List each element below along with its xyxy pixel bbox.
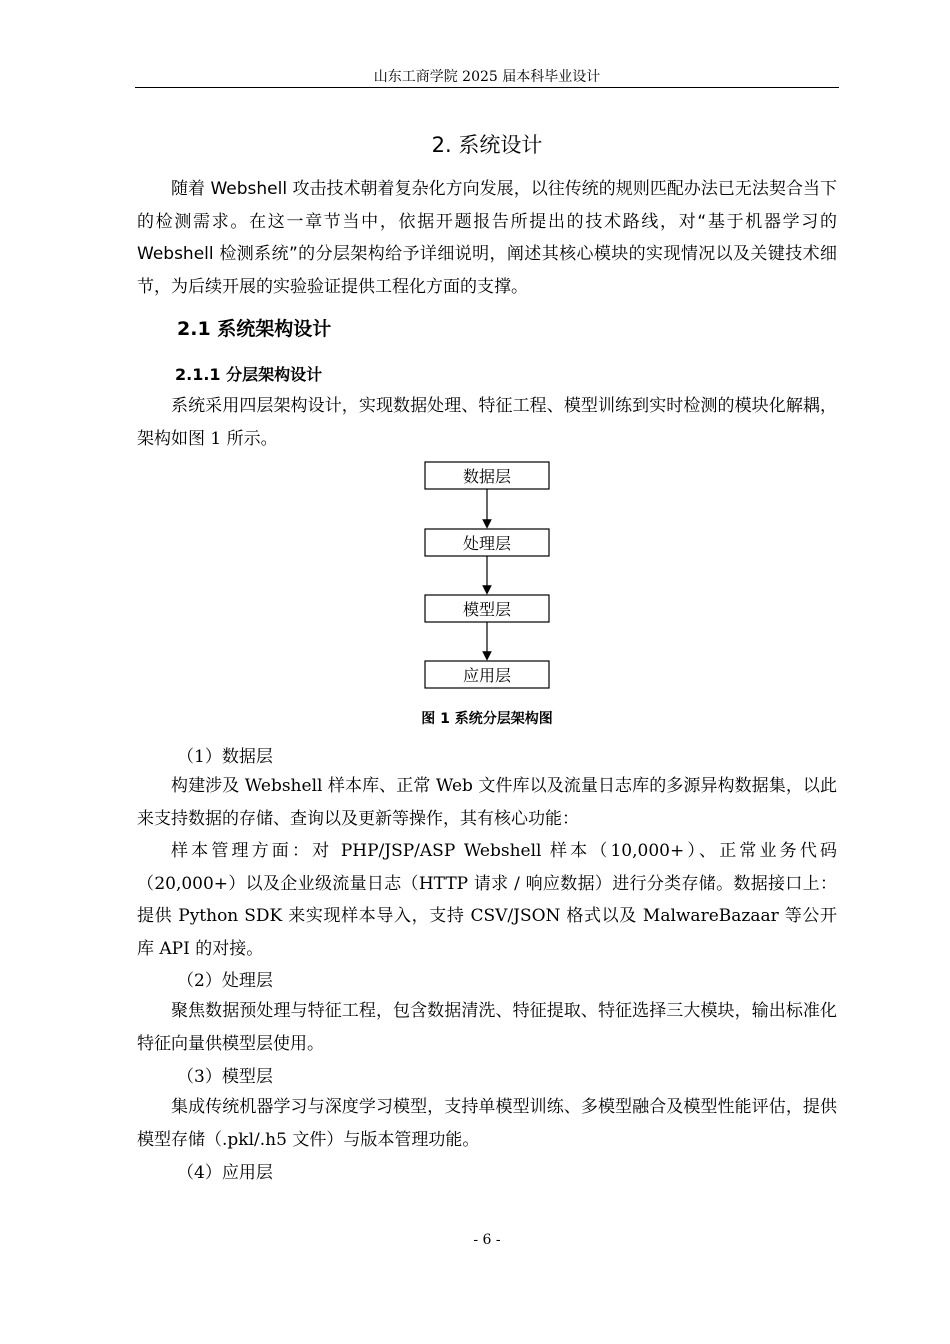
subsection-title: 2.1.1 分层架构设计 (175, 365, 323, 384)
figure-caption: 图 1 系统分层架构图 (421, 711, 553, 727)
layer-heading: （2）处理层 (177, 971, 273, 991)
layer-heading: （4）应用层 (177, 1163, 273, 1183)
page-number: - 6 - (473, 1232, 501, 1248)
diagram-box-processing-layer (425, 529, 549, 556)
chapter-title: 2. 系统设计 (431, 133, 543, 157)
diagram-box-label: 数据层 (462, 467, 512, 486)
section-title: 2.1 系统架构设计 (177, 318, 332, 340)
architecture-intro-paragraph: 系统采用四层架构设计，实现数据处理、特征工程、模型训练到实时检测的模块化解耦，架构如图 1 所示。 (137, 396, 837, 449)
running-header: 山东工商学院 2025 届本科毕业设计 (373, 69, 601, 85)
layer-paragraph: 样本管理方面：对 PHP/JSP/ASP Webshell 样本（10,000+）、正常业务代码（20,000+）以及企业级流量日志（HTTP 请求 / 响应数据）进行分类存储。数据接口上：提供 Python SDK 来实现样本导入，支持 CSV/JSON 格式以及 MalwareBazaar 等公开库 API 的对接。 (137, 841, 837, 959)
diagram-box-model-layer (425, 595, 549, 622)
layer-paragraph: 构建涉及 Webshell 样本库、正常 Web 文件库以及流量日志库的多源异构数据集，以此来支持数据的存储、查询以及更新等操作，其有核心功能： (137, 776, 837, 829)
layer-heading: （3）模型层 (177, 1067, 273, 1087)
layer-heading: （1）数据层 (177, 747, 273, 767)
chapter-intro-paragraph: 随着 Webshell 攻击技术朝着复杂化方向发展，以往传统的规则匹配办法已无法契合当下的检测需求。在这一章节当中，依据开题报告所提出的技术路线，对“基于机器学习的 Webshell 检测系统”的分层架构给予详细说明，阐述其核心模块的实现情况以及关键技术细节，为后续开展的实验验证提供工程化方面的支撑。 (137, 179, 837, 297)
layer-paragraph: 聚焦数据预处理与特征工程，包含数据清洗、特征提取、特征选择三大模块，输出标准化特征向量供模型层使用。 (137, 1001, 837, 1054)
diagram-box-label: 处理层 (462, 534, 512, 553)
diagram-box-label: 应用层 (462, 666, 512, 685)
diagram-box-label: 模型层 (462, 600, 512, 619)
layer-paragraph: 集成传统机器学习与深度学习模型，支持单模型训练、多模型融合及模型性能评估，提供模型存储（.pkl/.h5 文件）与版本管理功能。 (137, 1097, 837, 1150)
diagram-box-application-layer (425, 661, 549, 688)
diagram-box-data-layer (425, 462, 549, 489)
